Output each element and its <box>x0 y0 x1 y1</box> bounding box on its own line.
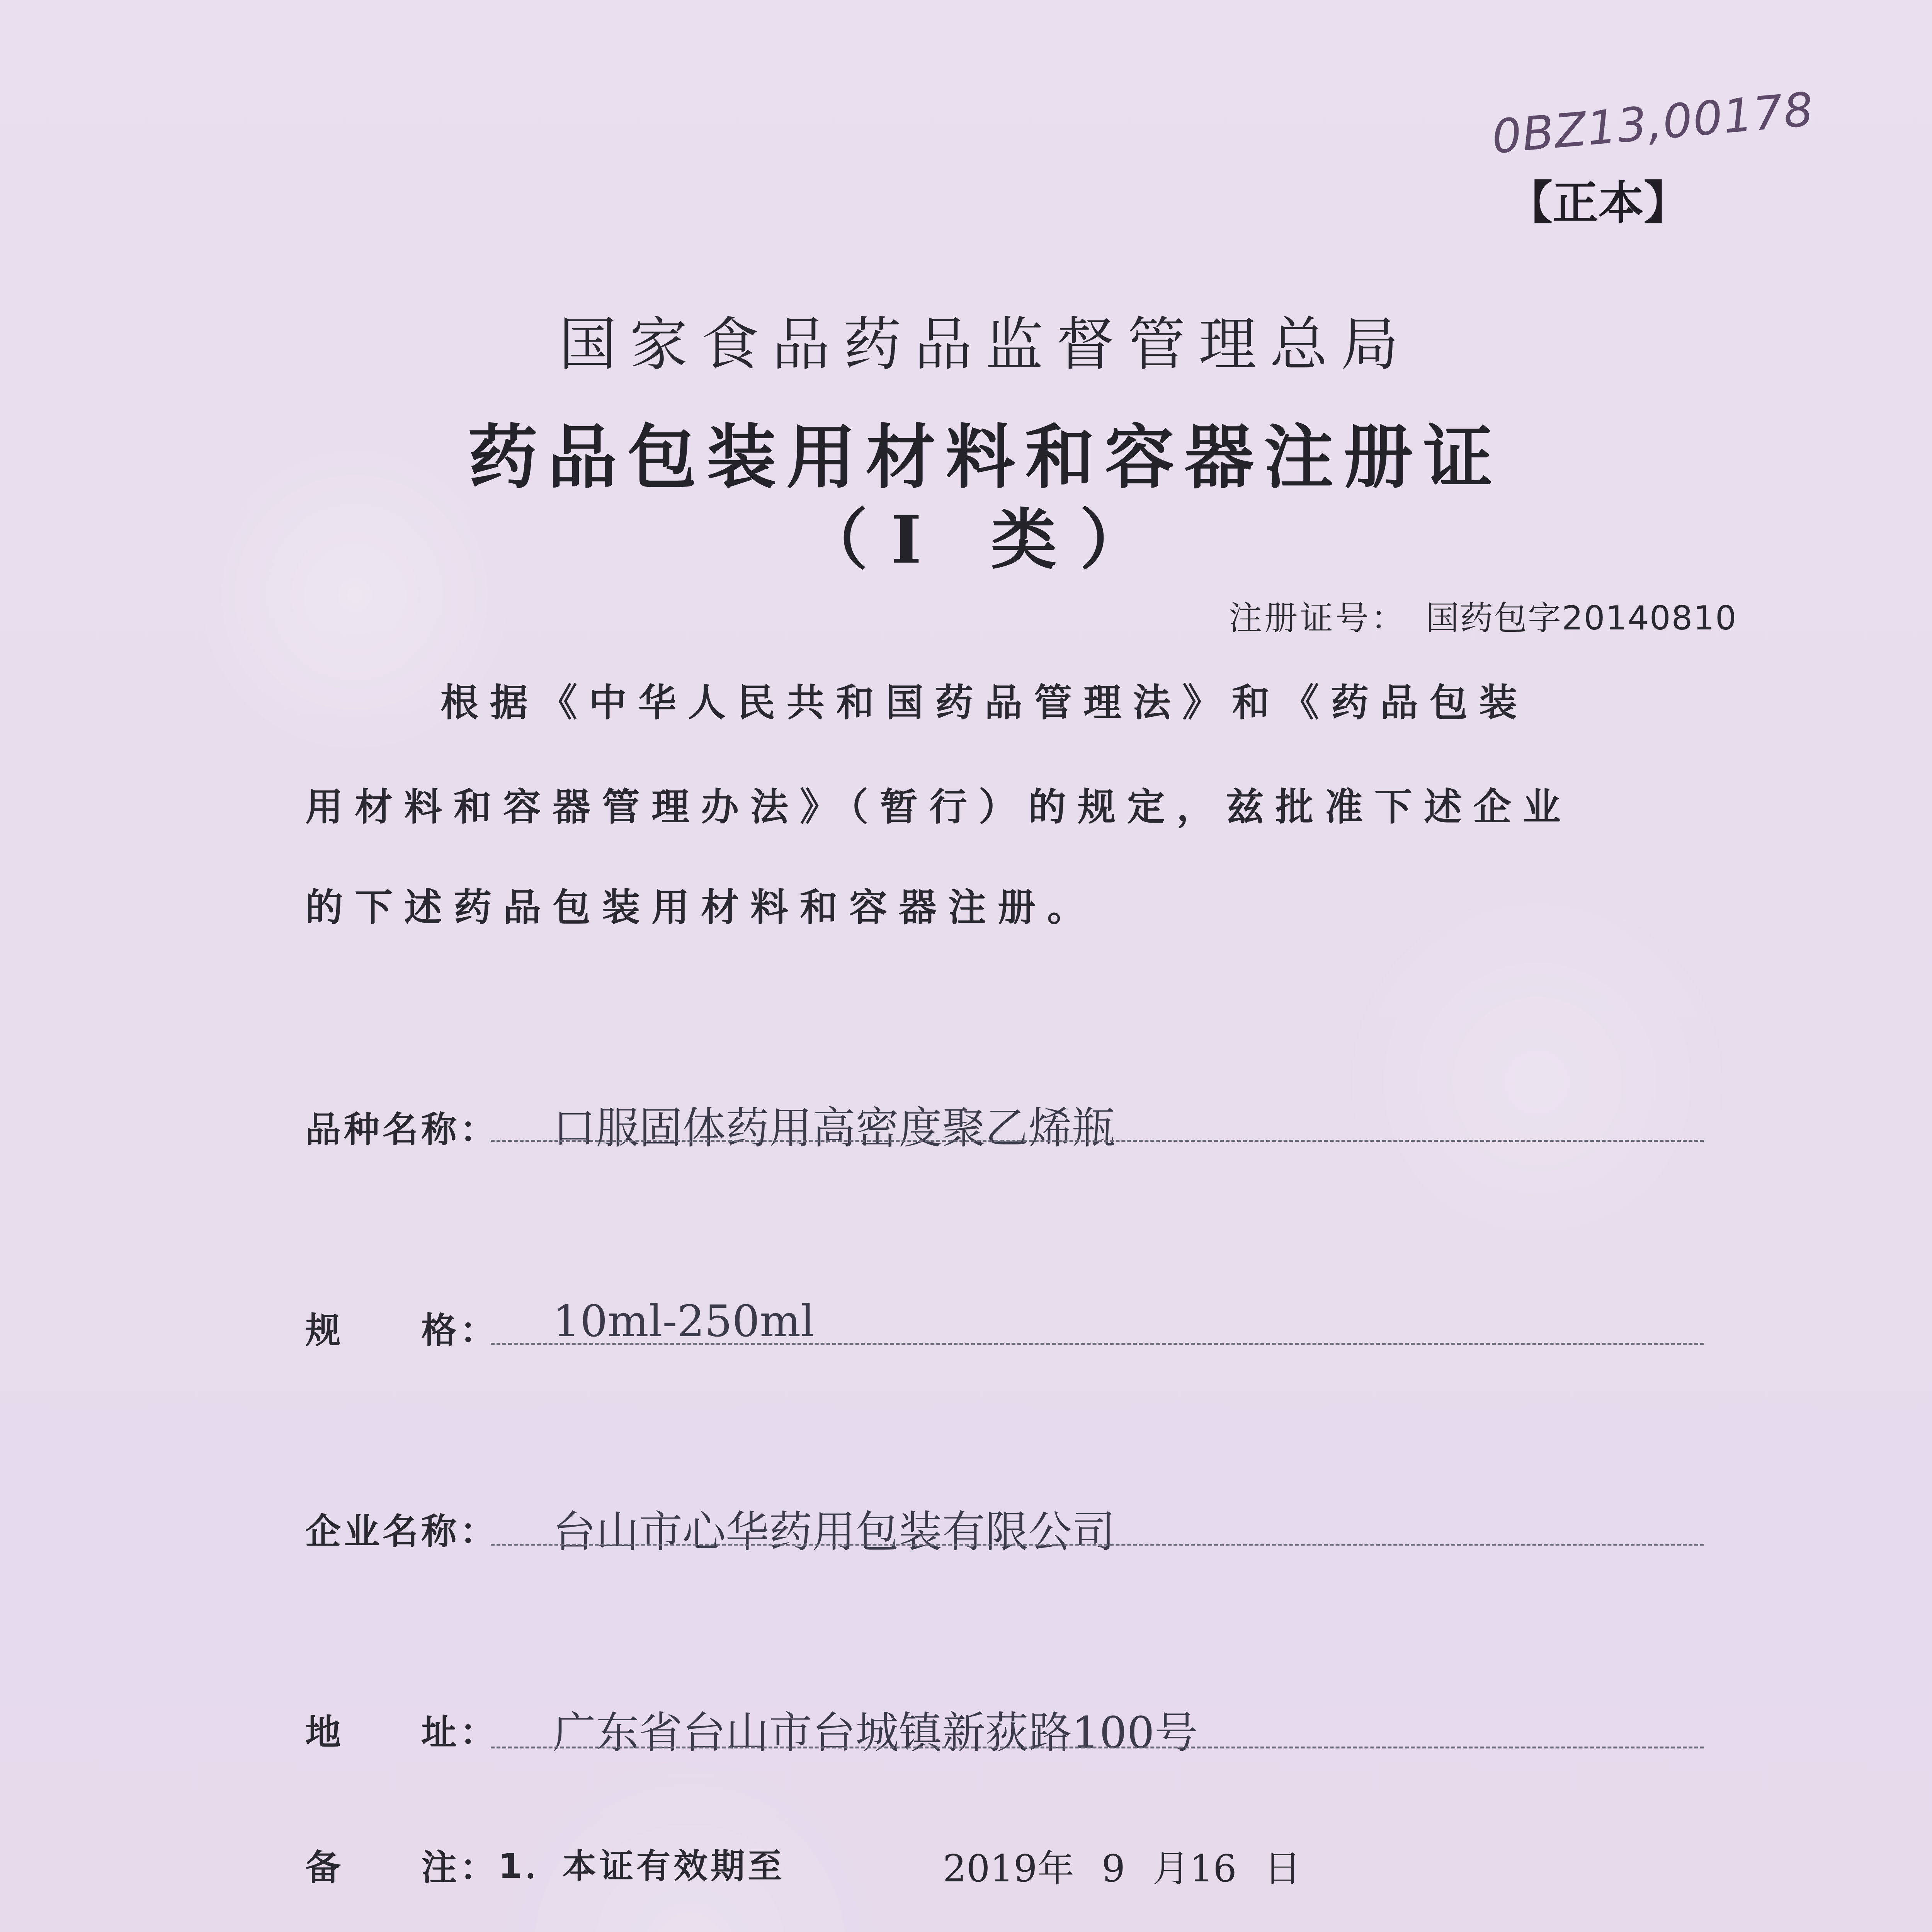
remarks-label: 备 注： <box>305 1847 499 1888</box>
spec-underline <box>491 1343 1704 1345</box>
certificate-class: （I 类） <box>802 501 1169 578</box>
certificate-title: 药品包装用材料和容器注册证 <box>468 417 1503 498</box>
variety-value: 口服固体药用高密度聚乙烯瓶 <box>553 1103 1115 1153</box>
spec-value: 10ml-250ml <box>553 1296 815 1347</box>
registration-number <box>1229 591 1737 639</box>
handwritten-note: 0BZ13,00178 <box>1490 82 1816 165</box>
intro-line-3: 的下述药品包装用材料和容器注册。 <box>305 886 1097 930</box>
copy-mark: 【正本】 <box>1507 176 1690 230</box>
intro-line-1: 根据《中华人民共和国药品管理法》和《药品包装 <box>440 681 1529 725</box>
remark-validity-prefix: 1．本证有效期至 <box>498 1846 785 1886</box>
address-underline <box>491 1747 1704 1748</box>
registration-value: 国药包字20140810 <box>1426 599 1737 638</box>
variety-label: 品种名称： <box>305 1109 499 1150</box>
address-value: 广东省台山市台城镇新荻路100号 <box>553 1708 1198 1758</box>
agency-header: 国家食品药品监督管理总局 <box>558 311 1412 378</box>
company-label: 企业名称： <box>305 1511 499 1552</box>
address-label: 地 址： <box>305 1712 499 1753</box>
variety-underline <box>491 1140 1704 1142</box>
registration-label: 注册证号： <box>1229 599 1406 638</box>
spec-label: 规 格： <box>305 1310 499 1351</box>
company-value: 台山市心华药用包装有限公司 <box>553 1507 1115 1557</box>
remark-validity-date: 2019年 9 月16 日 <box>943 1847 1301 1890</box>
company-underline <box>491 1544 1704 1546</box>
intro-line-2: 用材料和容器管理办法》（暂行）的规定，兹批准下述企业 <box>305 785 1573 829</box>
